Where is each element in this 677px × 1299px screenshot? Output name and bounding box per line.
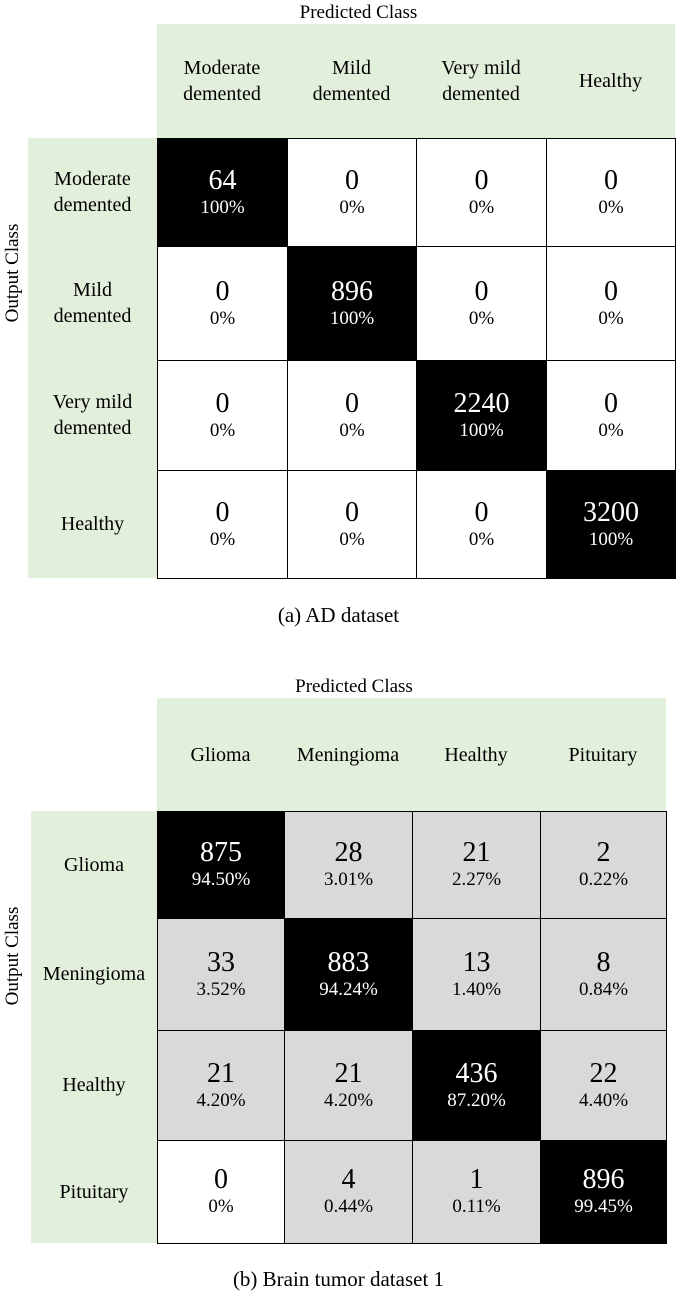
cell-percent: 0% [209,419,236,441]
cell-count: 0 [214,1164,228,1195]
cell-count: 883 [327,946,370,978]
cell-count: 0 [215,387,230,419]
row-header: Very mild demented [52,391,133,439]
row-header: Meningioma [42,963,146,985]
matrix-cell [157,811,285,919]
predicted-class-label: Predicted Class [299,2,418,23]
column-header: Meningioma [296,743,400,766]
cell-count: 896 [582,1164,625,1195]
cell-count: 28 [334,837,363,868]
matrix-cell [416,138,547,247]
cell-percent: 100% [459,419,504,441]
cell-percent: 87.20% [447,1089,506,1111]
cell-count: 3200 [583,496,639,528]
cell-percent: 0% [468,528,495,550]
cell-count: 33 [207,946,235,978]
cell-percent: 0.11% [452,1196,501,1217]
cell-count: 0 [215,275,230,307]
cell-count: 0 [604,275,618,307]
cell-count: 13 [462,946,491,978]
cell-count: 0 [474,164,489,196]
column-header: Pituitary [568,743,638,766]
matrix-cell [157,470,288,579]
matrix-cell [416,470,547,579]
cell-percent: 3.01% [323,869,374,890]
cell-percent: 0% [339,528,365,550]
cell-percent: 4.20% [323,1089,374,1111]
cell-percent: 0.84% [578,978,629,1000]
cell-percent: 4.40% [578,1089,629,1111]
matrix-cell [284,811,413,919]
matrix-cell [284,918,413,1031]
matrix-cell [546,246,676,361]
matrix-cell [540,918,667,1031]
output-class-label: Output Class [2,223,23,323]
cell-count: 4 [341,1164,356,1195]
matrix-cell [157,360,288,471]
cell-count: 2240 [453,387,510,419]
cell-count: 1 [469,1164,484,1195]
cell-count: 0 [345,496,359,528]
cell-count: 0 [474,496,489,528]
column-header: Healthy [578,70,643,92]
cell-count: 0 [604,164,618,196]
matrix-cell [546,470,676,579]
cell-percent: 94.24% [319,978,378,1000]
matrix-cell [284,1140,413,1244]
matrix-cell [412,1140,541,1244]
cell-count: 0 [345,164,359,196]
matrix-cell [157,1140,285,1244]
row-header: Mild demented [53,279,132,327]
cell-percent: 3.52% [196,978,246,1000]
cell-count: 436 [455,1057,498,1089]
cell-percent: 1.40% [451,978,502,1000]
matrix-cell [287,470,417,579]
matrix-cell [540,1030,667,1141]
cell-count: 896 [331,275,373,307]
matrix-cell [540,811,667,919]
cell-percent: 4.20% [196,1089,246,1111]
cell-count: 22 [589,1057,618,1089]
matrix-cell [540,1140,667,1244]
figure-caption: (b) Brain tumor dataset 1 [232,1267,445,1291]
cell-count: 8 [596,946,611,978]
cell-percent: 0.22% [578,869,629,890]
cell-percent: 100% [588,528,634,550]
matrix-cell [416,360,547,471]
cell-count: 21 [334,1057,363,1089]
matrix-cell [287,138,417,247]
column-header: Healthy [444,743,508,766]
matrix-cell [284,1030,413,1141]
cell-count: 0 [215,496,230,528]
column-header: Glioma [190,743,251,766]
cell-percent: 0.44% [323,1196,374,1217]
figure-caption: (a) AD dataset [277,603,400,627]
column-header: Mild demented [312,57,391,105]
cell-percent: 0% [468,307,495,329]
cell-count: 2 [596,837,611,868]
cell-percent: 0% [208,1196,234,1217]
matrix-cell [412,1030,541,1141]
row-header: Healthy [60,513,125,535]
matrix-cell [157,1030,285,1141]
matrix-cell [157,918,285,1031]
cell-percent: 100% [200,196,245,218]
cell-count: 0 [345,387,359,419]
cell-percent: 94.50% [191,869,251,890]
cell-percent: 0% [598,419,624,441]
row-header: Pituitary [59,1180,129,1203]
cell-count: 21 [462,837,491,868]
matrix-cell [546,360,676,471]
cell-percent: 0% [598,196,624,218]
cell-percent: 2.27% [451,869,502,890]
cell-percent: 0% [339,419,365,441]
row-header: Healthy [62,1074,126,1096]
output-class-label: Output Class [2,906,23,1006]
cell-percent: 0% [209,307,236,329]
cell-percent: 0% [339,196,365,218]
cell-count: 64 [208,164,237,196]
cell-percent: 0% [598,307,624,329]
matrix-cell [546,138,676,247]
predicted-class-label: Predicted Class [295,676,413,697]
matrix-cell [157,246,288,361]
cell-percent: 100% [329,307,375,329]
cell-count: 0 [474,275,489,307]
cell-percent: 0% [209,528,236,550]
matrix-cell [287,246,417,361]
matrix-cell [157,138,288,247]
matrix-cell [412,918,541,1031]
cell-count: 0 [604,387,618,419]
row-header: Moderate demented [53,168,132,216]
cell-count: 875 [200,837,242,868]
matrix-cell [412,811,541,919]
cell-percent: 99.45% [574,1196,633,1217]
cell-percent: 0% [468,196,495,218]
column-header: Moderate demented [183,57,261,105]
matrix-cell [287,360,417,471]
cell-count: 21 [207,1057,235,1089]
column-header: Very mild demented [441,57,521,105]
matrix-cell [416,246,547,361]
row-header: Glioma [64,853,124,876]
